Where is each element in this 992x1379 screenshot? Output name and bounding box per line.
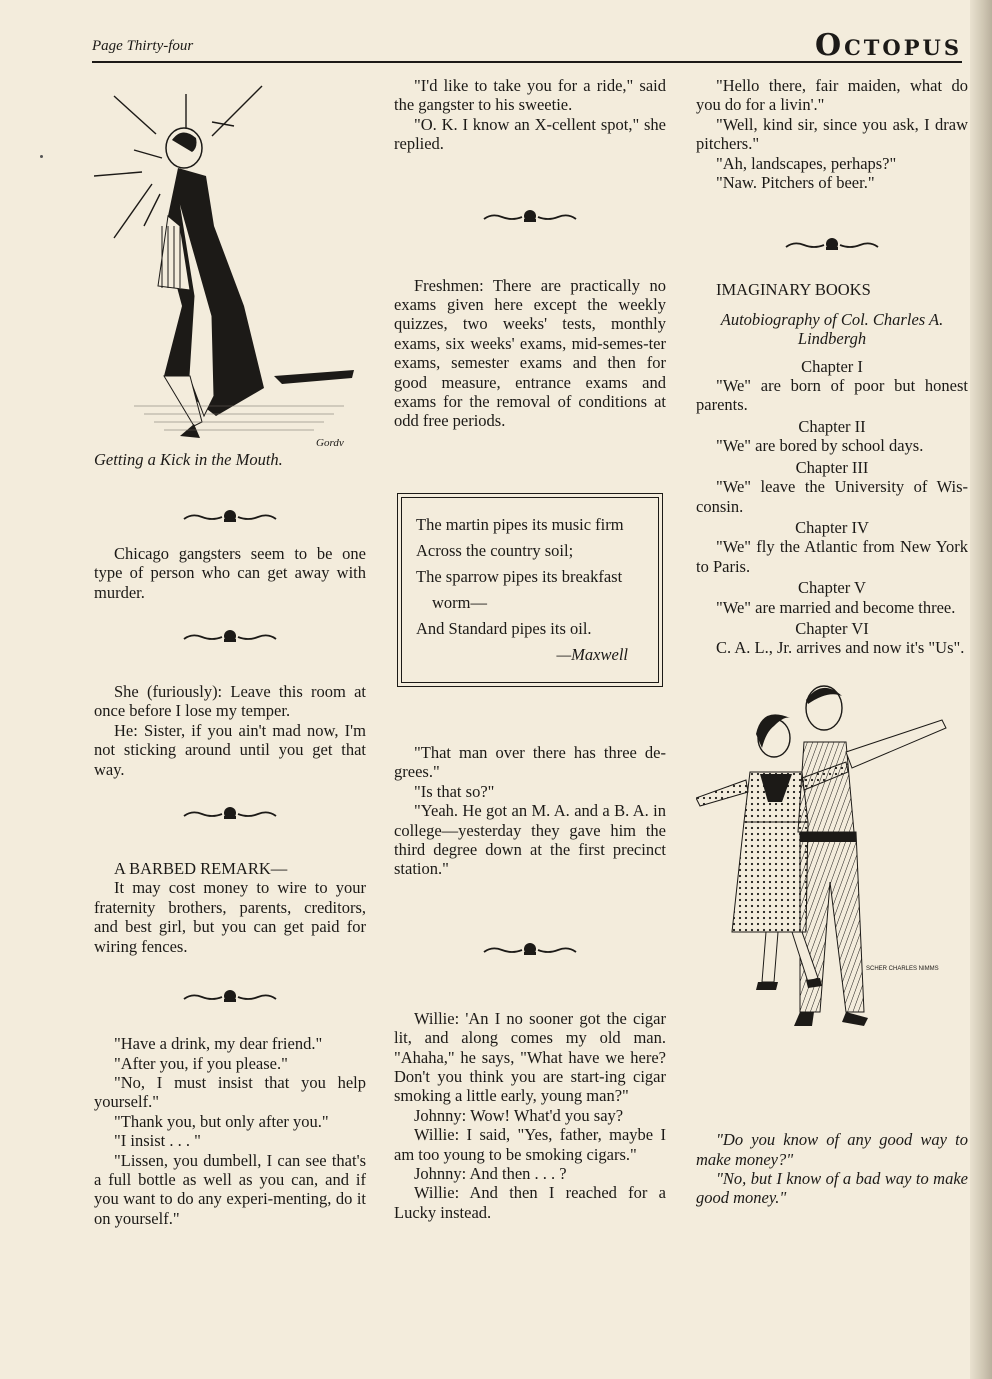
chapter-title: Chapter IV (795, 517, 869, 537)
octopus-ornament-divider (482, 943, 578, 957)
drink-line: "I insist . . . " (114, 1131, 201, 1151)
column-right (696, 76, 968, 1208)
kick-in-mouth-illustration (94, 76, 366, 446)
drink-line: "After you, if you please." (114, 1053, 288, 1073)
chapter-title: Chapter I (801, 356, 863, 376)
maiden-line: "Hello there, fair maiden, what do you do for a livin'." (696, 76, 968, 115)
willie-line: Johnny: And then . . . ? (414, 1163, 567, 1183)
drink-line: "Lissen, you dumbell, I can see that's a full bottle as well as you can, and if you want to do any experi-menting, do it on yourself." (94, 1150, 366, 1228)
chapter-text: "We" leave the University of Wis-consin. (696, 477, 968, 516)
dance-caption-answer: "No, but I know of a bad way to make good money." (696, 1168, 968, 1208)
chapter-text: "We" are bored by school days. (716, 436, 924, 456)
dance-illustration-signature: SCHER CHARLES NIMMS (866, 965, 939, 972)
octopus-ornament-divider (182, 510, 278, 524)
drink-line: "No, I must insist that you help yourself." (94, 1072, 366, 1112)
column-middle (394, 76, 666, 1222)
chapter-text: "We" are married and become three. (716, 597, 956, 617)
willie-line: Willie: And then I reached for a Lucky instead. (394, 1183, 666, 1222)
poem-author: —Maxwell (556, 644, 628, 664)
she-line: She (furiously): Leave this room at once before I lose my temper. (94, 682, 366, 721)
illustration-signature: Gordy (316, 437, 344, 446)
poem-line: worm— (432, 592, 487, 612)
willie-line: Willie: 'An I no sooner got the cigar lit, and along comes my old man. "Ahaha," he says, "What have we here? Don't you think you are start-ing cigar smoking a little early, young man?" (394, 1008, 666, 1106)
ride-line: "I'd like to take you for a ride," said the gangster to his sweetie. (394, 76, 666, 115)
chapter-text: C. A. L., Jr. arrives and now it's "Us". (716, 638, 965, 658)
chapter-title: Chapter V (798, 578, 866, 598)
degree-line: "That man over there has three de-grees." (394, 742, 666, 782)
chapter-text: "We" are born of poor but honest parents. (696, 376, 968, 415)
degree-line: "Is that so?" (414, 781, 495, 801)
poem-line: Across the country soil; (416, 540, 574, 560)
drink-line: "Have a drink, my dear friend." (114, 1034, 323, 1054)
octopus-ornament-divider (784, 238, 880, 252)
willie-line: Willie: I said, "Yes, father, maybe I am too young to be smoking cigars." (394, 1125, 666, 1164)
magazine-title-text: Octopus (814, 28, 962, 63)
magazine-title (815, 28, 962, 63)
octopus-ornament-divider (482, 210, 578, 224)
freshmen-text: Freshmen: There are practically no exams given here except the weekly quizzes, two weeks' tests, monthly exams, six weeks' exams, mid-semes-ter exams, semester exams and then for good measure, entrance exams and exams for the removal of conditions at odd free periods. (394, 275, 666, 431)
willie-line: Johnny: Wow! What'd you say? (414, 1105, 624, 1125)
ride-line: "O. K. I know an X-cellent spot," she replied. (394, 114, 666, 154)
page-number-label: Page Thirty-four (92, 38, 194, 54)
octopus-ornament-divider (182, 807, 278, 821)
dance-caption-question: "Do you know of any good way to make money?" (696, 1130, 968, 1169)
poem-line: The martin pipes its music firm (416, 514, 624, 534)
column-left (94, 76, 366, 1228)
degree-line: "Yeah. He got an M. A. and a B. A. in college—yesterday they gave him the third degree down at the first precinct station." (394, 801, 666, 879)
poem-box-inner (401, 497, 659, 683)
octopus-ornament-divider (182, 630, 278, 644)
chicago-joke: Chicago gangsters seem to be one type of person who can get away with murder. (94, 543, 366, 602)
header-rule (92, 61, 962, 63)
chapter-title: Chapter II (798, 416, 866, 436)
chapter-title: Chapter VI (795, 618, 869, 638)
octopus-ornament-divider (182, 990, 278, 1004)
maiden-line: "Well, kind sir, since you ask, I draw pitchers." (696, 114, 968, 154)
page-edge-shadow (970, 0, 992, 1379)
poem-line: The sparrow pipes its breakfast (416, 566, 623, 586)
maiden-line: "Ah, landscapes, perhaps?" (716, 153, 897, 173)
barbed-remark-heading: A BARBED REMARK— (114, 859, 288, 879)
chapter-text: "We" fly the Atlantic from New York to Paris. (696, 537, 968, 576)
imaginary-books-subtitle: Autobiography of Col. Charles A. Lindbergh (720, 309, 944, 349)
imaginary-books-heading: IMAGINARY BOOKS (716, 280, 871, 300)
poem-line: And Standard pipes its oil. (416, 618, 592, 638)
maiden-line: "Naw. Pitchers of beer." (716, 173, 875, 193)
barbed-remark-text: It may cost money to wire to your fraternity brothers, parents, creditors, and best girl, but you can get paid for wiring fences. (94, 878, 366, 956)
drink-line: "Thank you, but only after you." (114, 1111, 329, 1131)
illustration-caption: Getting a Kick in the Mouth. (94, 450, 283, 470)
he-line: He: Sister, if you ain't mad now, I'm not sticking around until you get that way. (94, 720, 366, 779)
ink-speck (40, 155, 43, 158)
poem-box (397, 493, 663, 687)
chapter-title: Chapter III (795, 457, 869, 477)
dancing-couple-illustration (696, 682, 968, 1122)
